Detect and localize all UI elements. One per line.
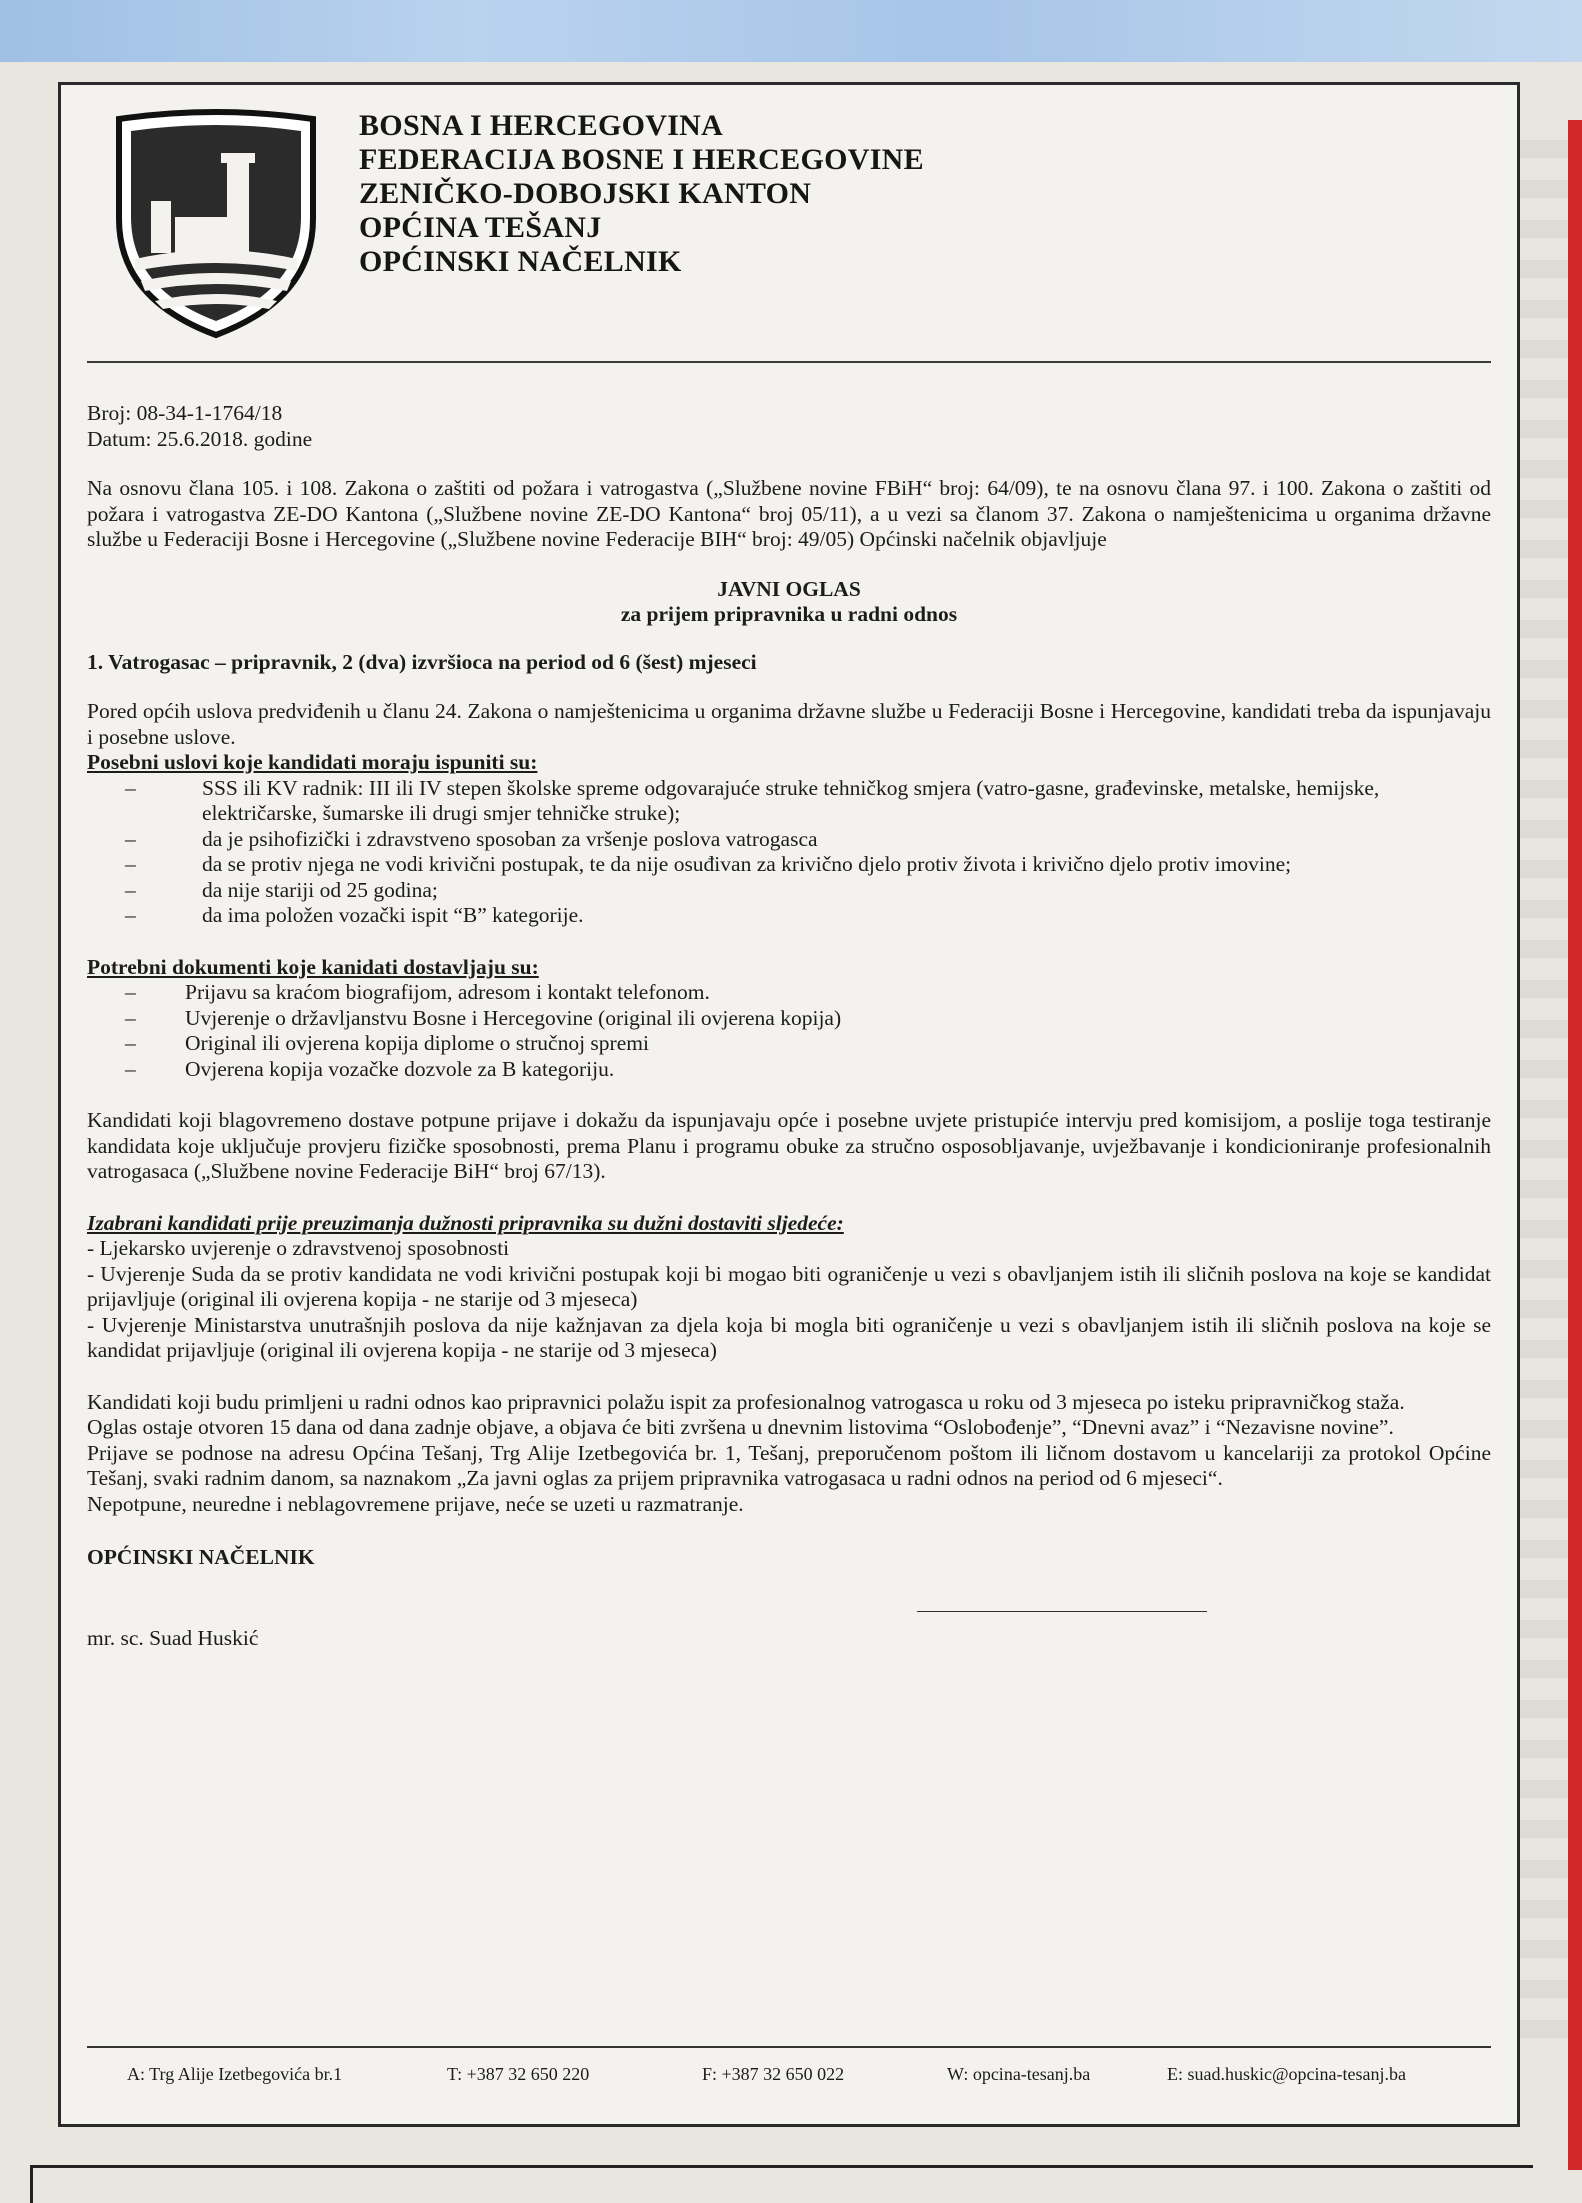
footer-phone: T: +387 32 650 220 [447, 2064, 590, 2084]
letterhead-line: ZENIČKO-DOBOJSKI KANTON [359, 177, 812, 210]
signatory-name: mr. sc. Suad Huskić [87, 1625, 259, 1650]
newspaper-red-strip [1568, 120, 1582, 2170]
letterhead-line: FEDERACIJA BOSNE I HERCEGOVINE [359, 143, 924, 176]
special-conditions-list [87, 776, 1491, 929]
reference-number: Broj: 08-34-1-1764/18 [87, 401, 283, 425]
newspaper-top-band [0, 0, 1582, 62]
list-item: – da je psihofizički i zdravstveno sposoban za vršenje poslova vatrogasca [87, 827, 1491, 853]
closing-paragraph: Nepotpune, neuredne i neblagovremene prijave, neće se uzeti u razmatranje. [87, 1491, 744, 1516]
letterhead-header [111, 101, 1471, 351]
notice-date: Datum: 25.6.2018. godine [87, 426, 313, 451]
footer-website: W: opcina-tesanj.ba [947, 2064, 1091, 2084]
list-item: – Ovjerena kopija vozačke dozvole za B kategoriju. [87, 1057, 1491, 1083]
interview-paragraph: Kandidati koji blagovremeno dostave potpune prijave i dokažu da ispunjavaju opće i posebne uvjete pristupiće intervju pred komisijom, a poslije toga testiranje kandidata koje uključuje provjeru fizičke sposobnosti, prema Planu i programu obuke za stručno osposobljavanje, uvježbavanje i kondicioniranje profesionalnih vatrogasaca („Službene novine Federacije BiH“ broj 67/13). [87, 1108, 1491, 1183]
letterhead-line: OPĆINA TEŠANJ [359, 211, 602, 244]
letterhead-text [359, 109, 924, 279]
closing-paragraph: Oglas ostaje otvoren 15 dana od dana zadnje objave, a objava će biti zvršena u dnevnim listovima “Oslobođenje”, “Dnevni avaz” i “Nezavisne novine”. [87, 1415, 1394, 1439]
signature-title: OPĆINSKI NAČELNIK [87, 1545, 315, 1569]
list-item: – Original ili ovjerena kopija diplome o stručnoj spremi [87, 1031, 1491, 1057]
documents-list [87, 980, 1491, 1082]
closing-paragraph: Prijave se podnose na adresu Općina Tešanj, Trg Alije Izetbegovića br. 1, Tešanj, preporučenom poštom ili ličnom dostavom u kancelariji za protokol Općine Tešanj, svaki radnim danom, sa naznakom „Za javni oglas za prijem pripravnika vatrogasaca u radni odnos na period od 6 mjeseci“. [87, 1440, 1491, 1490]
position-heading: 1. Vatrogasac – pripravnik, 2 (dva) izvršioca na period od 6 (šest) mjeseci [87, 649, 757, 674]
intro-paragraph: Na osnovu člana 105. i 108. Zakona o zaštiti od požara i vatrogastva („Službene novine FBiH“ broj: 64/09), te na osnovu člana 97. i 100. Zakona o zaštiti od požara i vatrogastva ZE-DO Kantona („Službene novine ZE-DO Kantona“ broj 05/11), a u vezi sa članom 37. Zakona o namještenicima u organima državne službe u Federaciji Bosne i Hercegovine („Službene novine Federacije BIH“ broj: 49/05) Općinski načelnik objavljuje [87, 476, 1491, 551]
selected-item: - Ljekarsko uvjerenje o zdravstvenoj sposobnosti [87, 1236, 510, 1260]
list-item: – Uvjerenje o državljanstvu Bosne i Hercegovine (original ili ovjerena kopija) [87, 1006, 1491, 1032]
footer-email: E: suad.huskic@opcina-tesanj.ba [1167, 2064, 1407, 2084]
list-item: – SSS ili KV radnik: III ili IV stepen školske spreme odgovarajuće struke tehničkog smjera (vatro-gasne, građevinske, metalske, hemijske, električarske, šumarske ili drugi smjer tehničke struke); [87, 776, 1491, 827]
special-conditions-heading: Posebni uslovi koje kandidati moraju ispuniti su: [87, 750, 538, 774]
list-item: – da se protiv njega ne vodi krivični postupak, te da nije osuđivan za krivično djelo protiv života i krivično djelo protiv imovine; [87, 852, 1491, 878]
contact-footer [87, 2046, 1491, 2106]
closing-paragraph: Kandidati koji budu primljeni u radni odnos kao pripravnici polažu ispit za profesionalnog vatrogasca u roku od 3 mjeseca po isteku pripravničkog staža. [87, 1389, 1405, 1414]
header-divider [87, 361, 1491, 363]
letterhead-line: OPĆINSKI NAČELNIK [359, 245, 682, 278]
next-article-border [30, 2165, 1533, 2203]
signature-line [917, 1611, 1207, 1626]
selected-candidates-heading: Izabrani kandidati prije preuzimanja dužnosti pripravnika su dužni dostaviti sljedeće: [87, 1210, 844, 1235]
public-notice [58, 82, 1520, 2127]
letterhead-line: BOSNA I HERCEGOVINA [359, 109, 724, 142]
coat-of-arms-icon [111, 109, 321, 339]
notice-body [87, 375, 1491, 1651]
documents-heading: Potrebni dokumenti koje kanidati dostavljaju su: [87, 954, 539, 979]
list-item: – da nije stariji od 25 godina; [87, 878, 1491, 904]
notice-subtitle: za prijem pripravnika u radni odnos [620, 602, 958, 626]
footer-address: A: Trg Alije Izetbegovića br.1 [127, 2064, 343, 2084]
selected-item: - Uvjerenje Ministarstva unutrašnjih poslova da nije kažnjavan za djela koja bi mogla biti ograničenje u vezi s obavljanjem istih ili sličnih poslova na koje se kandidat prijavljuje (original ili ovjerena kopija - ne starije od 3 mjeseca) [87, 1312, 1491, 1362]
general-conditions: Pored općih uslova predviđenih u članu 24. Zakona o namještenicima u organima državne službe u Federaciji Bosne i Hercegovine, kandidati treba da ispunjavaju i posebne uslove. [87, 699, 1491, 749]
notice-title: JAVNI OGLAS [717, 576, 861, 601]
footer-fax: F: +387 32 650 022 [702, 2064, 845, 2084]
list-item: – Prijavu sa kraćom biografijom, adresom i kontakt telefonom. [87, 980, 1491, 1006]
list-item: – da ima položen vozački ispit “B” kategorije. [87, 903, 1491, 929]
selected-item: - Uvjerenje Suda da se protiv kandidata ne vodi krivični postupak koji bi mogao biti ograničenje u vezi s obavljanjem istih ili sličnih poslova na koje se kandidat prijavljuje (original ili ovjerena kopija - ne starije od 3 mjeseca) [87, 1261, 1491, 1311]
